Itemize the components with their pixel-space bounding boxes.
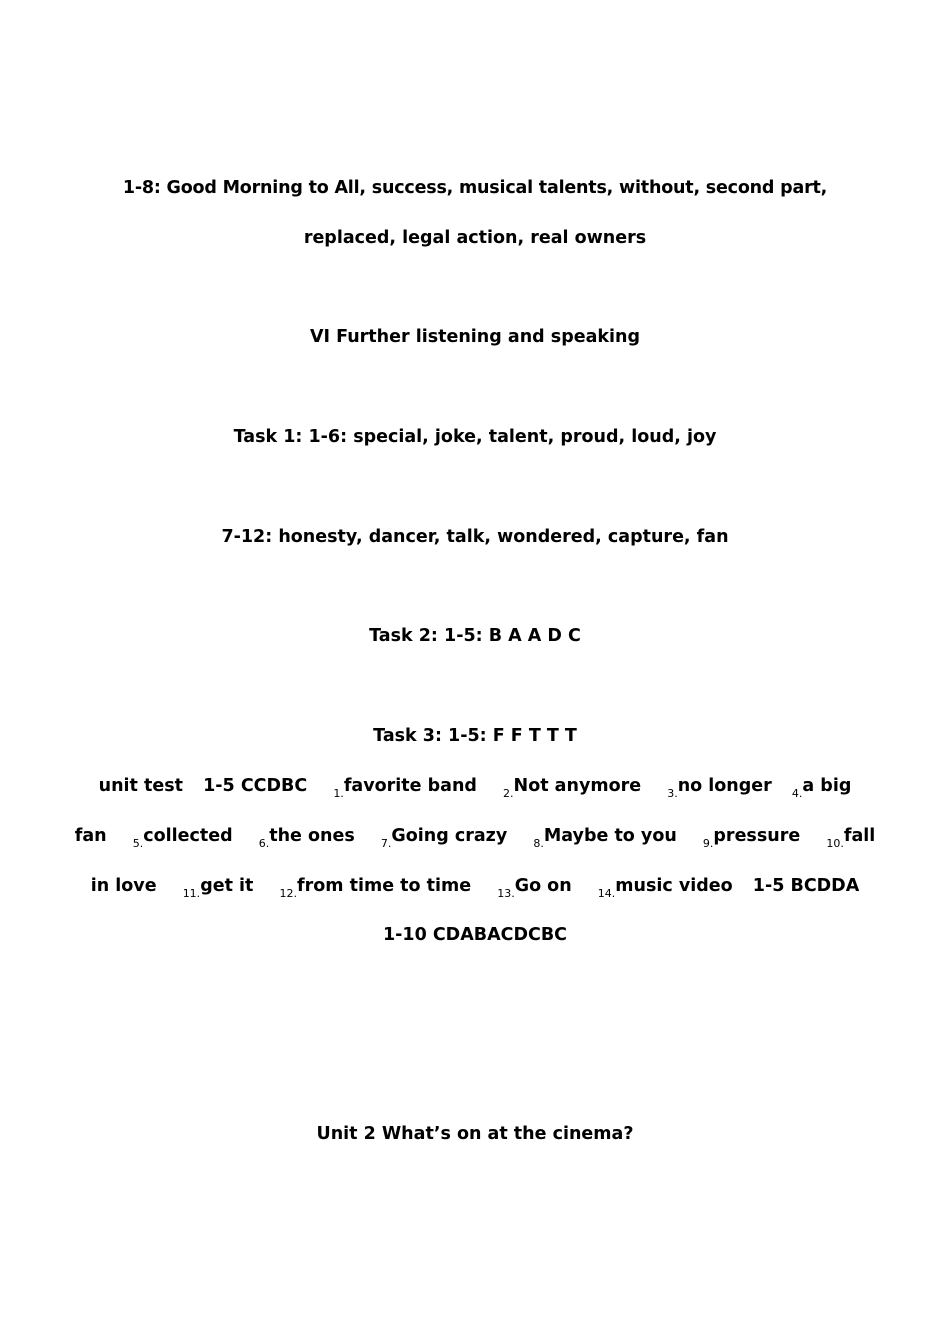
item-number: 6. <box>258 837 270 850</box>
unit-test-mc1: 1-5 CCDBC <box>203 776 308 796</box>
item-number: 12. <box>279 887 297 900</box>
item-number: 3. <box>667 787 678 800</box>
unit-test-line-2 <box>0 824 950 856</box>
item-text: fall <box>843 826 876 846</box>
item-text: pressure <box>713 826 801 846</box>
item-number: 14. <box>597 887 616 900</box>
item-number: 4. <box>791 787 803 800</box>
section-heading-vi: VI Further listening and speaking <box>309 327 641 347</box>
item-text: Not anymore <box>513 776 642 796</box>
unit-test-mc2: 1-5 BCDDA <box>752 876 860 896</box>
item-text: fan <box>74 826 107 846</box>
line-1-8-answers: 1-8: Good Morning to All, success, musical talents, without, second part, <box>122 178 828 198</box>
task-2-answers: Task 2: 1-5: B A A D C <box>369 626 581 646</box>
unit-2-heading: Unit 2 What’s on at the cinema? <box>316 1124 634 1144</box>
item-number: 1. <box>333 787 344 800</box>
item-text: collected <box>143 826 233 846</box>
item-text: music video <box>615 876 733 896</box>
item-number: 2. <box>503 787 514 800</box>
item-text: get it <box>200 876 254 896</box>
task-3-answers: Task 3: 1-5: F F T T T <box>373 726 577 746</box>
task-1-answers: Task 1: 1-6: special, joke, talent, proud, loud, joy <box>233 427 717 447</box>
item-text: favorite band <box>343 776 477 796</box>
unit-test-line-1 <box>0 774 950 806</box>
item-text: Going crazy <box>391 826 508 846</box>
item-text: from time to time <box>297 876 472 896</box>
item-text: no longer <box>677 776 772 796</box>
task-1-answers-cont: 7-12: honesty, dancer, talk, wondered, capture, fan <box>221 527 729 547</box>
unit-test-line-3 <box>0 874 950 906</box>
item-text: Go on <box>514 876 572 896</box>
item-number: 9. <box>702 837 714 850</box>
item-text: Maybe to you <box>543 826 677 846</box>
item-number: 8. <box>533 837 544 850</box>
unit-test-line-4: 1-10 CDABACDCBC <box>382 925 568 945</box>
item-text: a big <box>802 776 852 796</box>
item-text: the ones <box>269 826 355 846</box>
unit-test-label: unit test <box>98 776 184 796</box>
item-number: 13. <box>497 887 515 900</box>
item-number: 11. <box>182 887 201 900</box>
item-number: 7. <box>380 837 392 850</box>
item-text: in love <box>90 876 157 896</box>
item-number: 5. <box>132 837 144 850</box>
item-number: 10. <box>826 837 844 850</box>
line-1-8-answers-cont: replaced, legal action, real owners <box>303 228 647 248</box>
